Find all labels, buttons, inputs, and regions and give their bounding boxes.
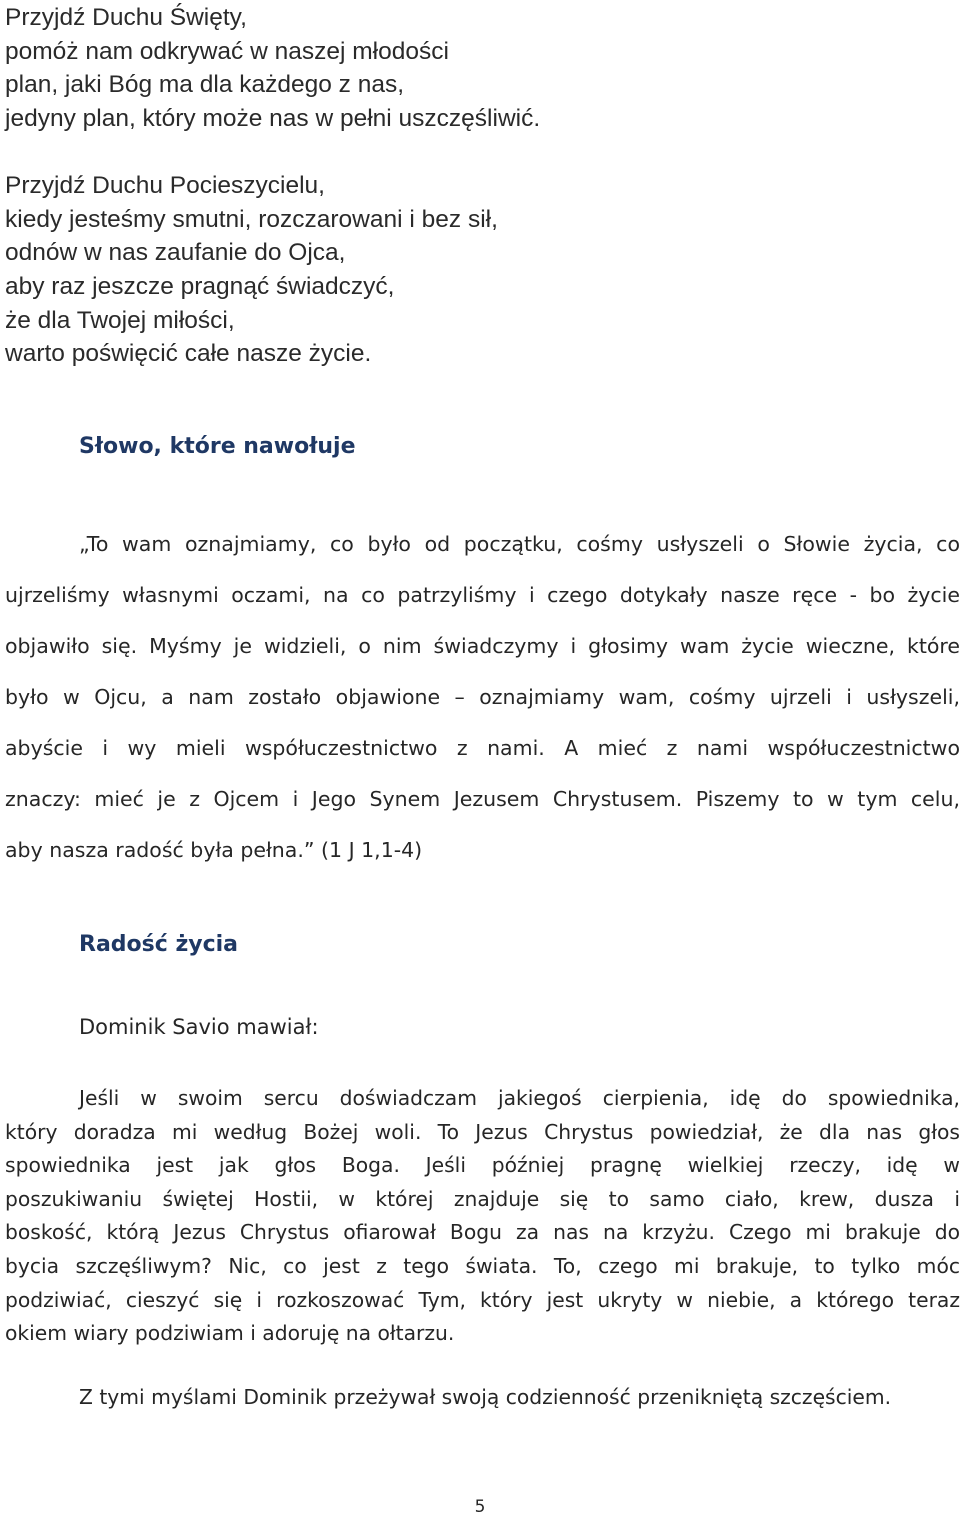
scripture-line: ujrzeliśmy własnymi oczami, na co patrzyliśmy i czego dotykały nasze ręce - bo życie — [5, 583, 960, 607]
prayer-line: że dla Twojej miłości, — [5, 306, 235, 334]
prayer-line: jedyny plan, który może nas w pełni uszczęśliwić. — [5, 105, 541, 133]
scripture-line: aby nasza radość była pełna.” (1 J 1,1-4) — [5, 838, 423, 862]
prayer-line: Przyjdź Duchu Święty, — [5, 4, 247, 31]
prayer-line: pomóż nam odkrywać w naszej młodości — [5, 37, 449, 65]
scripture-line: znaczy: mieć je z Ojcem i Jego Synem Jezusem Chrystusem. Piszemy to w tym celu, — [5, 787, 960, 811]
quote-line: który doradza mi według Bożej woli. To Jezus Chrystus powiedział, że dla nas głos — [5, 1119, 960, 1144]
prayer-line: warto poświęcić całe nasze życie. — [5, 340, 372, 368]
prayer-stanza-2 — [5, 169, 498, 371]
prayer-line: plan, jaki Bóg ma dla każdego z nas, — [5, 71, 405, 99]
dominik-quote — [5, 1082, 960, 1351]
scripture-line: było w Ojcu, a nam zostało objawione – oznajmiamy wam, cośmy ujrzeli i usłyszeli, — [5, 685, 960, 709]
prayer-line: Przyjdź Duchu Pocieszycielu, — [5, 172, 325, 199]
quote-intro: Dominik Savio mawiał: — [79, 1015, 319, 1039]
quote-line: bycia szczęśliwym? Nic, co jest z tego świata. To, czego mi brakuje, to tylko móc — [5, 1253, 960, 1278]
page-number: 5 — [474, 1497, 486, 1517]
closing-sentence: Z tymi myślami Dominik przeżywał swoją codzienność przenikniętą szczęściem. — [79, 1385, 892, 1409]
section-heading-radosc: Radość życia — [79, 932, 239, 957]
quote-line: Jeśli w swoim sercu doświadczam jakiegoś cierpienia, idę do spowiednika, — [79, 1086, 960, 1110]
quote-line: poszukiwaniu świętej Hostii, w której znajduje się to samo ciało, krew, dusza i — [5, 1186, 960, 1211]
scripture-quote — [5, 523, 960, 880]
prayer-stanza-1 — [5, 1, 540, 136]
quote-line: podziwiać, cieszyć się i rozkoszować Tym, który jest ukryty w niebie, a którego teraz — [5, 1287, 960, 1312]
prayer-line: aby raz jeszcze pragnąć świadczyć, — [5, 273, 395, 301]
quote-line: okiem wiary podziwiam i adoruję na ołtarzu. — [5, 1321, 455, 1346]
scripture-line: „To wam oznajmiamy, co było od początku, cośmy usłyszeli o Słowie życia, co — [79, 532, 960, 556]
scripture-line: objawiło się. Myśmy je widzieli, o nim świadczymy i głosimy wam życie wieczne, które — [5, 634, 960, 658]
prayer-line: kiedy jesteśmy smutni, rozczarowani i bez sił, — [5, 205, 498, 233]
section-heading-slowo: Słowo, które nawołuje — [79, 434, 356, 459]
quote-line: spowiednika jest jak głos Boga. Jeśli później pragnę wielkiej rzeczy, idę w — [5, 1153, 960, 1178]
quote-line: boskość, którą Jezus Chrystus ofiarował Bogu za nas na krzyżu. Czego mi brakuje do — [5, 1220, 960, 1245]
prayer-line: odnów w nas zaufanie do Ojca, — [5, 239, 346, 267]
scripture-line: abyście i wy mieli współuczestnictwo z nami. A mieć z nami współuczestnictwo — [5, 736, 960, 760]
